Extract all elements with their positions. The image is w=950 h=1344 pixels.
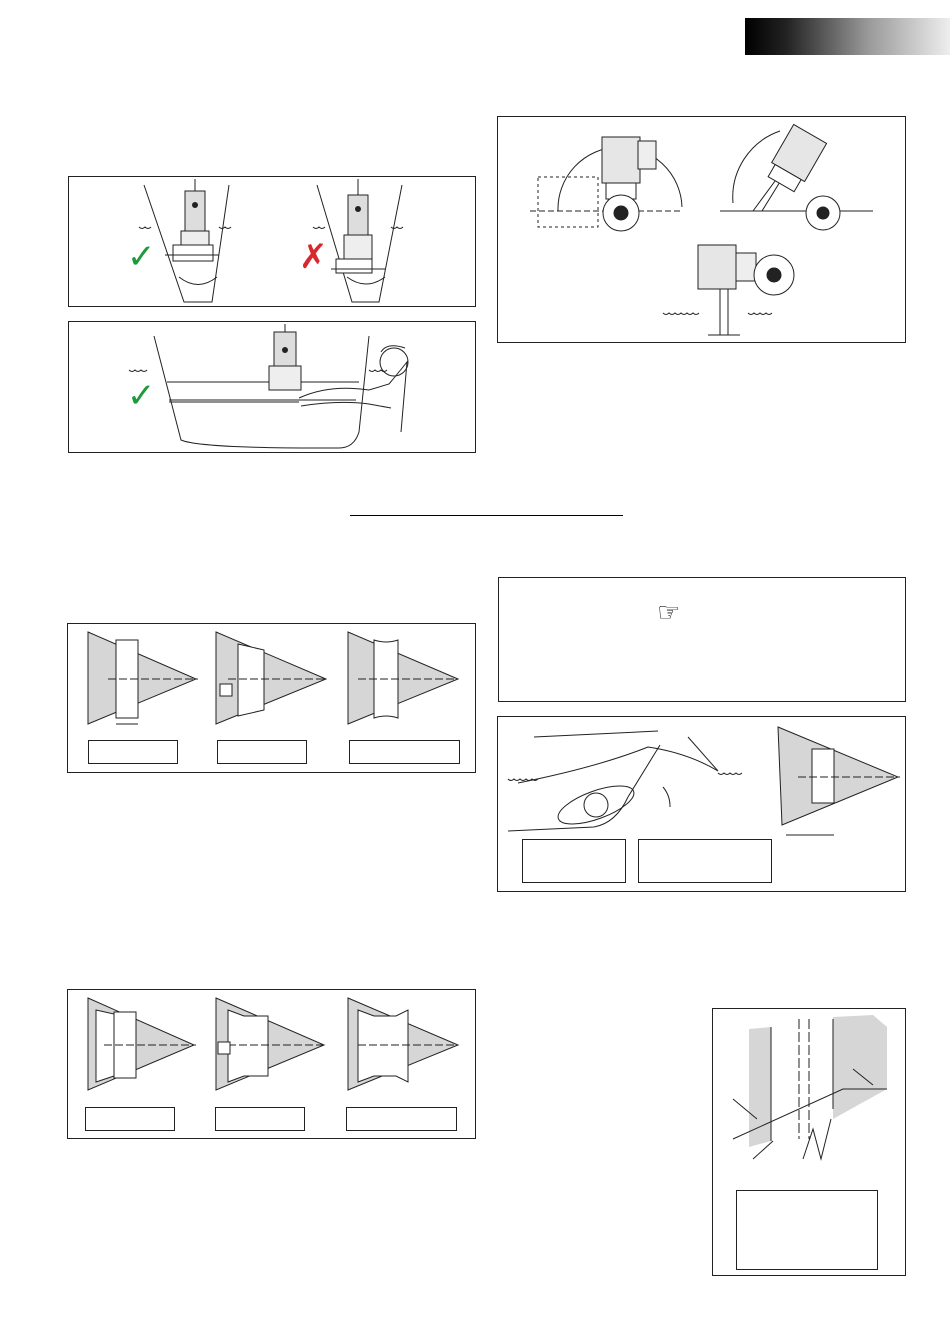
bow-label-a [522, 839, 626, 883]
hand-pointer-icon: ☞ [657, 598, 681, 628]
variant-label-c [346, 1107, 457, 1131]
variant-label-b [215, 1107, 305, 1131]
angle-label [736, 1190, 878, 1270]
bow-profile-figure [497, 716, 906, 892]
variant-label-a [85, 1107, 175, 1131]
check-mark-icon: ✓ [127, 237, 156, 277]
motor-orientation-figure [497, 116, 906, 343]
hull-access-figure [68, 321, 476, 453]
bow-label-b [638, 839, 772, 883]
note-box [498, 577, 906, 702]
variant-label-c [349, 740, 460, 764]
variant-label-a [88, 740, 178, 764]
motor-orientation-drawing [498, 117, 907, 344]
tunnel-angle-figure [712, 1008, 906, 1276]
tunnel-variants-top-figure [67, 623, 476, 773]
tunnel-variants-bottom-figure [67, 989, 476, 1139]
hull-section-figure [68, 176, 476, 307]
check-mark-icon: ✓ [127, 376, 156, 416]
section-divider [350, 515, 623, 516]
cross-mark-icon: ✗ [299, 237, 328, 277]
section-header-tab [745, 18, 950, 55]
variant-label-b [217, 740, 307, 764]
